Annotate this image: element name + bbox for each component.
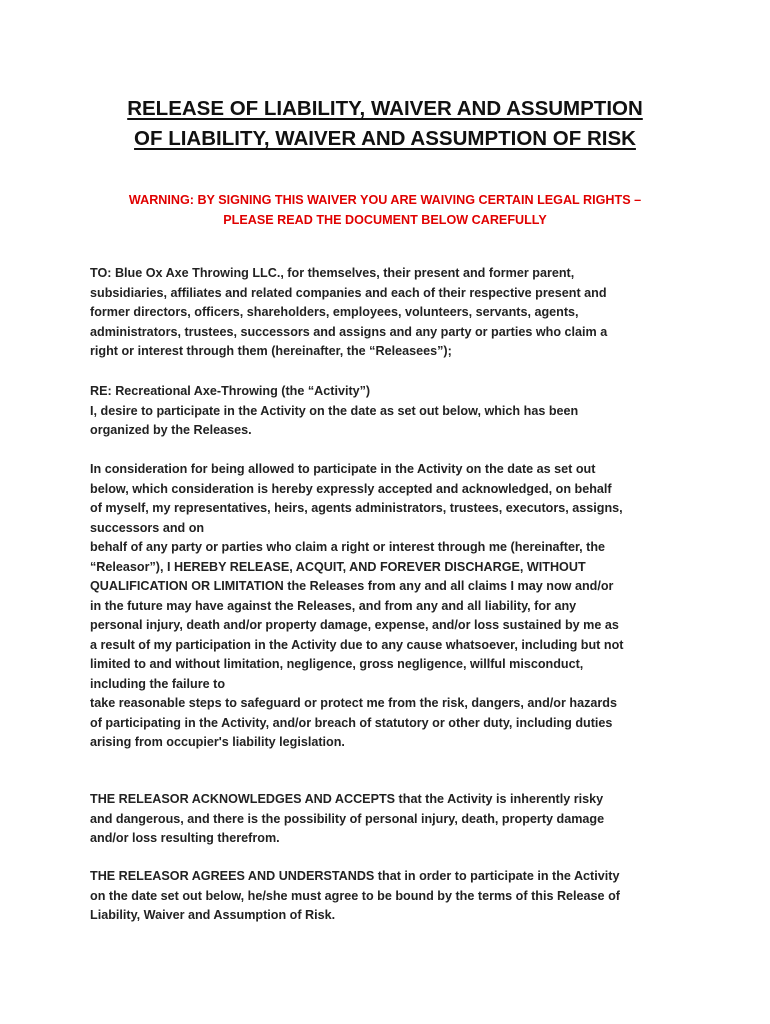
re-paragraph	[90, 382, 690, 441]
document-title	[60, 94, 710, 154]
agrees-paragraph	[90, 867, 690, 926]
paragraph-line: in the future may have against the Releases, and from any and all liability, for any	[90, 598, 577, 613]
warning-notice	[70, 190, 700, 230]
acknowledges-paragraph	[90, 790, 690, 849]
paragraph-line: right or interest through them (hereinafter, the “Releasees”);	[90, 344, 452, 358]
paragraph-line: and/or loss resulting therefrom.	[90, 831, 280, 845]
paragraph-line: TO: Blue Ox Axe Throwing LLC., for themselves, their present and former parent,	[90, 266, 575, 280]
paragraph-line: a result of my participation in the Activity due to any cause whatsoever, including but not	[90, 637, 624, 652]
paragraph-line: below, which consideration is hereby expressly accepted and acknowledged, on behalf	[90, 481, 612, 496]
paragraph-line: successors and on	[90, 520, 205, 535]
paragraph-line: I, desire to participate in the Activity on the date as set out below, which has been	[90, 403, 579, 418]
warning-line: WARNING: BY SIGNING THIS WAIVER YOU ARE WAIVING CERTAIN LEGAL RIGHTS –	[128, 193, 642, 207]
title-line: OF LIABILITY, WAIVER AND ASSUMPTION OF RISK	[134, 127, 636, 150]
title-line: RELEASE OF LIABILITY, WAIVER AND ASSUMPTION	[127, 97, 643, 120]
paragraph-line: In consideration for being allowed to participate in the Activity on the date as set out	[90, 462, 596, 476]
to-paragraph	[90, 264, 690, 362]
consideration-paragraph	[90, 460, 690, 753]
paragraph-line: “Releasor”), I HEREBY RELEASE, ACQUIT, AND FOREVER DISCHARGE, WITHOUT	[90, 559, 586, 574]
paragraph-line: on the date set out below, he/she must agree to be bound by the terms of this Release of	[90, 888, 620, 903]
paragraph-line: administrators, trustees, successors and assigns and any party or parties who claim a	[90, 324, 608, 339]
paragraph-line: take reasonable steps to safeguard or protect me from the risk, dangers, and/or hazards	[90, 696, 617, 710]
paragraph-line: limited to and without limitation, negligence, gross negligence, willful misconduct,	[90, 657, 584, 671]
paragraph-line: QUALIFICATION OR LIMITATION the Releases from any and all claims I may now and/or	[90, 579, 614, 593]
paragraph-line: personal injury, death and/or property damage, expense, and/or loss sustained by me as	[90, 618, 619, 632]
paragraph-line: behalf of any party or parties who claim a right or interest through me (hereinafter, the	[90, 540, 606, 554]
paragraph-line: subsidiaries, affiliates and related companies and each of their respective present and	[90, 285, 607, 300]
paragraph-line: and dangerous, and there is the possibility of personal injury, death, property damage	[90, 811, 605, 826]
paragraph-line: former directors, officers, shareholders, employees, volunteers, servants, agents,	[90, 305, 579, 319]
warning-line: PLEASE READ THE DOCUMENT BELOW CAREFULLY	[223, 213, 547, 227]
paragraph-line: RE: Recreational Axe-Throwing (the “Activity”)	[90, 384, 371, 398]
paragraph-line: THE RELEASOR ACKNOWLEDGES AND ACCEPTS that the Activity is inherently risky	[90, 792, 604, 806]
paragraph-line: of myself, my representatives, heirs, agents administrators, trustees, executors, assigns,	[90, 501, 623, 515]
paragraph-line: including the failure to	[90, 676, 226, 691]
paragraph-line: arising from occupier's liability legislation.	[90, 735, 345, 749]
paragraph-line: THE RELEASOR AGREES AND UNDERSTANDS that in order to participate in the Activity	[90, 869, 620, 883]
paragraph-line: Liability, Waiver and Assumption of Risk.	[90, 908, 336, 922]
paragraph-line: of participating in the Activity, and/or breach of statutory or other duty, including duties	[90, 715, 613, 730]
paragraph-line: organized by the Releases.	[90, 423, 252, 437]
